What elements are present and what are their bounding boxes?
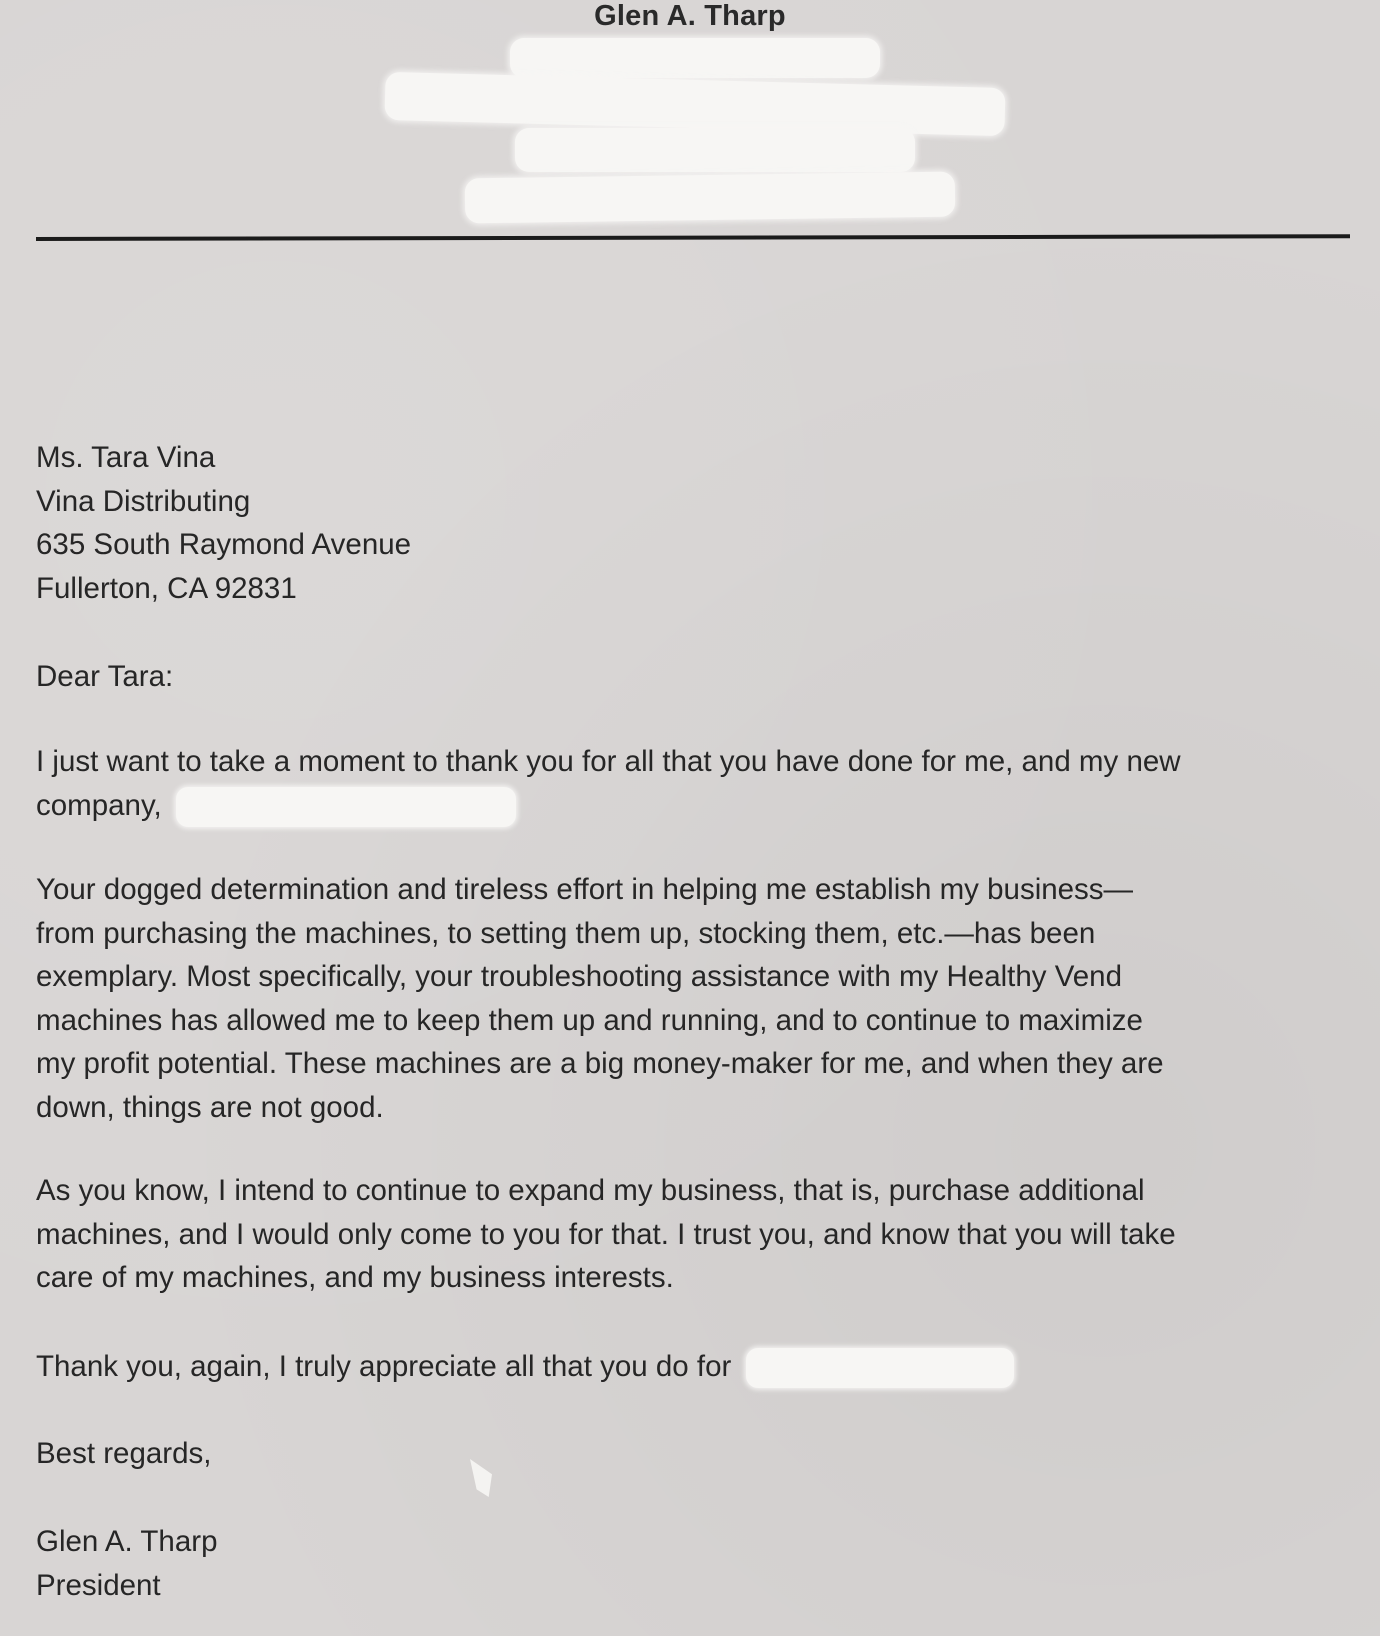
redacted-address-line-3 xyxy=(515,128,915,172)
paragraph-3-line-2: machines, and I would only come to you for that. I trust you, and know that you will take xyxy=(36,1217,1176,1251)
paragraph-4-line-1 xyxy=(36,1345,1014,1389)
recipient-address xyxy=(36,436,411,610)
paragraph-2-line-5: my profit potential. These machines are a big money-maker for me, and when they are xyxy=(36,1047,1164,1080)
paragraph-2-line-1: Your dogged determination and tireless effort in helping me establish my business— xyxy=(36,873,1134,906)
paragraph-1-line-1: I just want to take a moment to thank you for all that you have done for me, and my new xyxy=(36,745,1181,778)
paragraph-4 xyxy=(36,1345,1014,1389)
letterhead-name: Glen A. Tharp xyxy=(594,0,786,32)
paragraph-1-line-2-text: company, xyxy=(36,788,162,822)
recipient-street: 635 South Raymond Avenue xyxy=(36,528,412,561)
paragraph-3 xyxy=(36,1169,1176,1300)
salutation: Dear Tara: xyxy=(36,660,174,693)
signature-name: Glen A. Tharp xyxy=(36,1525,218,1558)
closing: Best regards, xyxy=(36,1437,212,1470)
paragraph-3-line-3: care of my machines, and my business interests. xyxy=(36,1261,674,1294)
paragraph-1 xyxy=(36,740,1181,827)
paragraph-2 xyxy=(36,868,1164,1129)
paragraph-3-line-1: As you know, I intend to continue to expand my business, that is, purchase additional xyxy=(36,1174,1145,1207)
paragraph-2-line-2: from purchasing the machines, to setting them up, stocking them, etc.—has been xyxy=(36,916,1096,950)
recipient-city-state-zip: Fullerton, CA 92831 xyxy=(36,571,297,605)
redacted-address-line-4 xyxy=(465,172,956,224)
redacted-address-line-1 xyxy=(510,38,880,78)
paragraph-2-line-6: down, things are not good. xyxy=(36,1090,384,1124)
paragraph-1-line-2 xyxy=(36,784,1181,828)
paragraph-2-line-4: machines has allowed me to keep them up and running, and to continue to maximize xyxy=(36,1003,1143,1037)
signature-block xyxy=(36,1520,217,1607)
recipient-company: Vina Distributing xyxy=(36,484,251,518)
redacted-company-name xyxy=(176,787,516,827)
recipient-name: Ms. Tara Vina xyxy=(36,441,216,474)
paragraph-2-line-3: exemplary. Most specifically, your troubleshooting assistance with my Healthy Vend xyxy=(36,960,1122,993)
scan-artifact xyxy=(470,1459,492,1497)
closing-block xyxy=(36,1432,211,1476)
redacted-company-name-2 xyxy=(746,1348,1014,1388)
letterhead-divider xyxy=(36,234,1350,241)
signature-title: President xyxy=(36,1568,161,1602)
paragraph-4-line-1-text: Thank you, again, I truly appreciate all that you do for xyxy=(36,1350,732,1383)
redacted-address-line-2 xyxy=(384,72,1005,136)
salutation-block xyxy=(36,655,173,699)
